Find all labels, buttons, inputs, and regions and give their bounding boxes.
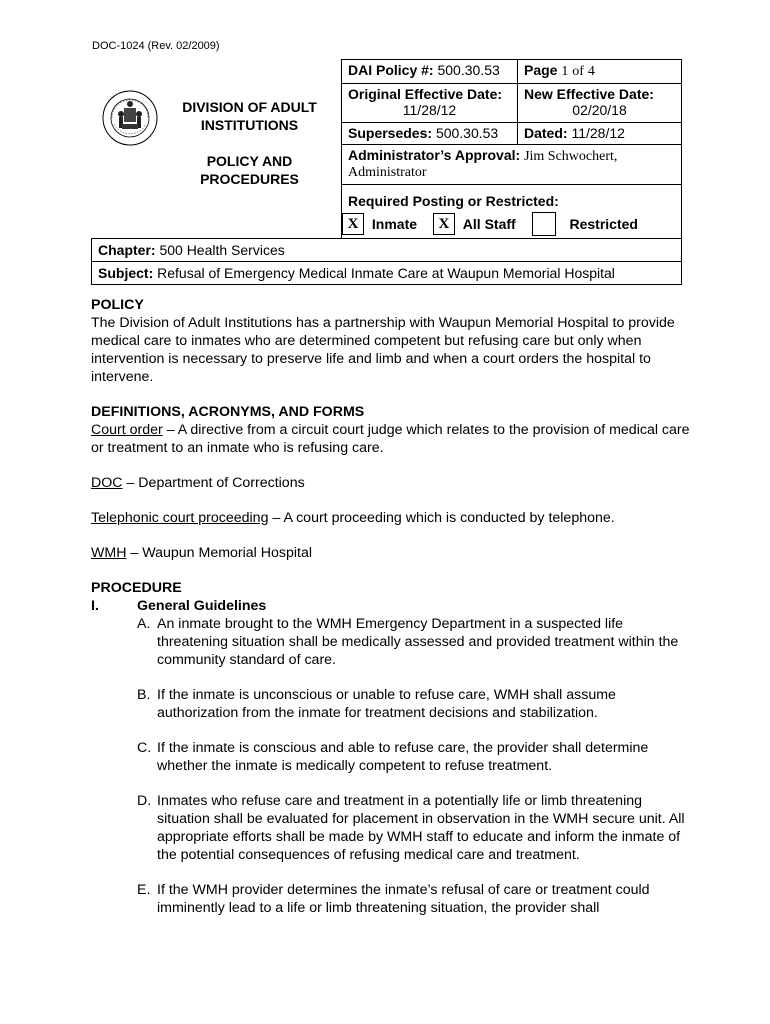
list-item — [137, 686, 691, 722]
dated-value: 11/28/12 — [571, 124, 625, 141]
restricted-checkbox-label: Restricted — [569, 216, 638, 233]
restricted-checkbox[interactable] — [532, 212, 556, 236]
posting-label: Required Posting or Restricted: — [348, 193, 559, 210]
chapter-value: 500 Health Services — [159, 241, 285, 258]
supersedes-value: 500.30.53 — [435, 124, 499, 141]
original-date-value: 11/28/12 — [402, 102, 457, 118]
page-current: 1 — [561, 64, 569, 79]
subject-label: Subject: — [98, 264, 154, 281]
original-date-cell — [342, 84, 518, 123]
all-staff-checkbox[interactable]: X — [433, 213, 455, 235]
inmate-checkbox-label: Inmate — [371, 216, 418, 233]
state-seal-icon — [102, 90, 158, 146]
list-item-text: If the inmate is conscious and able to refuse care, the provider shall determine whether the inmate is medically competent to refuse treatment. — [157, 740, 649, 774]
list-item-text: An inmate brought to the WMH Emergency Department in a suspected life threatening situation shall be medically assessed and provided treatment within the community standard of care. — [157, 616, 679, 668]
definition-text: – A court proceeding which is conducted by telephone. — [268, 510, 615, 526]
approval-cell: Administrator’s Approval: Jim Schwochert, Administrator — [342, 144, 682, 185]
approval-name: Jim Schwochert, — [524, 148, 618, 164]
posting-checkboxes — [342, 212, 682, 238]
definition-wmh — [91, 544, 691, 562]
document-form-id: DOC-1024 (Rev. 02/2009) — [92, 40, 220, 52]
list-item — [137, 792, 691, 864]
definition-term: DOC — [91, 475, 123, 491]
policy-number-label: DAI Policy #: — [348, 62, 434, 78]
new-date-value: 02/20/18 — [572, 102, 627, 118]
policy-number-value: 500.30.53 — [437, 62, 500, 78]
page-label: Page — [524, 62, 558, 78]
policy-line-1: POLICY AND — [206, 152, 293, 169]
list-item — [137, 739, 691, 775]
original-date-label: Original Effective Date: — [348, 86, 503, 102]
page-total: 4 — [587, 64, 595, 79]
chapter-label: Chapter: — [98, 241, 156, 258]
list-item-letter: A. — [137, 616, 151, 632]
list-item-letter: C. — [137, 740, 152, 756]
policy-line-2: PROCEDURES — [200, 170, 299, 187]
policy-header-table — [91, 59, 682, 285]
subject-row — [92, 261, 682, 284]
definition-text: – Waupun Memorial Hospital — [126, 545, 313, 561]
definition-term: WMH — [91, 545, 127, 561]
dated-cell — [518, 122, 682, 144]
supersedes-cell — [342, 122, 518, 144]
division-line-2: INSTITUTIONS — [200, 116, 299, 133]
list-item — [137, 615, 691, 669]
policy-text: The Division of Adult Institutions has a partnership with Waupun Memorial Hospital to provide medical care to inmates who are determined competent but refusing care but only when intervention is necessary to preserve life and limb and when a court orders the hospital to intervene. — [91, 315, 675, 385]
supersedes-label: Supersedes: — [348, 124, 433, 141]
division-title — [170, 98, 330, 134]
list-item-text: Inmates who refuse care and treatment in a potentially life or limb threatening situation shall be evaluated for placement in observation in the WMH secure unit. All appropriate efforts shall be made by WMH staff to educate and inform the inmate of the potential consequences of refusing medical care and treatment. — [157, 793, 685, 863]
policy-number-cell — [342, 60, 518, 84]
new-date-cell — [518, 84, 682, 123]
definition-doc — [91, 474, 691, 492]
definition-term: Court order — [91, 422, 163, 438]
definition-telephonic — [91, 509, 691, 527]
section-title: General Guidelines — [137, 598, 267, 614]
definition-court-order — [91, 421, 691, 457]
division-block — [92, 60, 342, 239]
list-item-text: If the WMH provider determines the inmate’s refusal of care or treatment could imminently lead to a life or limb threatening situation, the provider shall — [157, 882, 650, 916]
list-item-text: If the inmate is unconscious or unable to refuse care, WMH shall assume authorization from the inmate for treatment decisions and stabilization. — [157, 687, 616, 721]
approval-title: Administrator — [348, 164, 427, 180]
page-count-cell — [518, 60, 682, 84]
new-date-label: New Effective Date: — [524, 86, 654, 102]
procedure-heading: PROCEDURE — [91, 580, 182, 596]
inmate-checkbox[interactable]: X — [342, 213, 364, 235]
page-of: of — [572, 64, 584, 79]
section-number: I. — [91, 598, 99, 614]
all-staff-checkbox-label: All Staff — [462, 216, 516, 233]
policy-body — [91, 296, 691, 917]
definition-text: – Department of Corrections — [122, 475, 305, 491]
policy-heading: POLICY — [91, 297, 144, 313]
chapter-row — [92, 238, 682, 261]
subject-value: Refusal of Emergency Medical Inmate Care at Waupun Memorial Hospital — [157, 264, 615, 281]
definition-text: – A directive from a circuit court judge which relates to the provision of medical care or treatment to an inmate who is refusing care. — [91, 422, 690, 456]
dated-label: Dated: — [524, 124, 568, 141]
section-heading — [91, 597, 691, 615]
division-line-1: DIVISION OF ADULT — [182, 98, 317, 115]
list-item-letter: E. — [137, 882, 151, 898]
definition-term: Telephonic court proceeding — [91, 510, 269, 526]
posting-cell — [342, 185, 682, 213]
list-item-letter: D. — [137, 793, 152, 809]
policy-procedures-title — [170, 152, 330, 188]
definitions-heading: DEFINITIONS, ACRONYMS, AND FORMS — [91, 404, 365, 420]
list-item-letter: B. — [137, 687, 151, 703]
approval-label: Administrator’s Approval — [348, 146, 516, 163]
list-item — [137, 881, 691, 917]
